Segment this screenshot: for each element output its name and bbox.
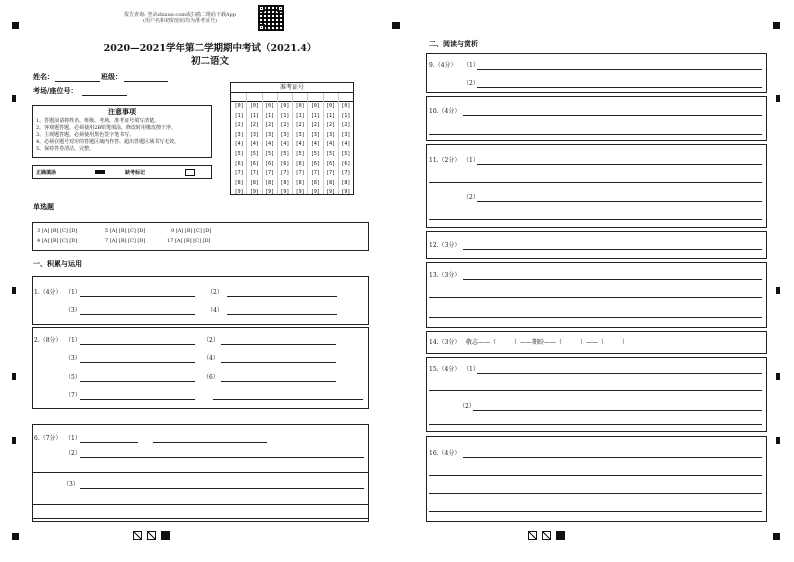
q6-answer-line[interactable] <box>33 472 368 473</box>
q9-answer-line[interactable] <box>477 69 762 70</box>
q16-answer-line[interactable] <box>429 511 762 512</box>
exam-id-digit-bubble[interactable]: [9] <box>295 189 305 196</box>
q10-label: 10.（4分） <box>429 108 461 115</box>
notes-title: 注意事项 <box>108 107 136 116</box>
exam-id-digit-bubble[interactable]: [6] <box>326 160 336 167</box>
page-mark <box>528 531 537 540</box>
edge-mark <box>12 437 16 444</box>
edge-mark <box>12 373 16 380</box>
exam-id-digit-bubble[interactable]: [6] <box>249 160 259 167</box>
q14-text: 敬志——（ ）——期盼——（ ）——（ ） <box>466 339 629 346</box>
exam-id-digit-bubble[interactable]: [3] <box>265 131 275 138</box>
exam-id-column <box>233 102 245 198</box>
q15-answer-line[interactable] <box>429 390 762 391</box>
section2-title: 二、阅读与赏析 <box>429 39 478 48</box>
q11-label: 11.（2分） <box>429 157 461 164</box>
exam-id-digit-bubble[interactable]: [1] <box>265 112 275 119</box>
q6-answer-line[interactable] <box>80 442 138 443</box>
q6-answer-line[interactable] <box>80 457 364 458</box>
q11-sub2: （2） <box>463 194 479 201</box>
mc-box <box>32 222 369 251</box>
q1-sub2: （2） <box>207 289 223 296</box>
q16-label: 16.（4分） <box>429 450 461 457</box>
q1-label: 1.（4分） <box>34 289 62 296</box>
q2-sub1: （1） <box>65 337 81 344</box>
exam-id-digit-bubble[interactable]: [5] <box>326 150 336 157</box>
notes-item: 1、答题前请将姓名、班级、考场、准考证号填写清楚。 <box>36 118 160 124</box>
page-mark <box>556 531 565 540</box>
corner-mark-br <box>773 533 780 540</box>
q2-box <box>32 327 369 409</box>
exam-id-digit-bubble[interactable]: [9] <box>280 189 290 196</box>
correct-fill-label: 正确填涂 <box>36 170 57 176</box>
exam-id-digit-bubble[interactable]: [5] <box>310 150 320 157</box>
q15-box <box>426 357 767 432</box>
notes-item: 4、必须在题号对应的答题区域内作答，超出答题区域书写无效。 <box>36 139 180 145</box>
corner-mark-tl <box>12 22 19 29</box>
q14-box <box>426 331 767 354</box>
page-mark <box>542 531 551 540</box>
q16-answer-line[interactable] <box>429 493 762 494</box>
exam-id-digit-bubble[interactable]: [0] <box>280 103 290 109</box>
q13-answer-line[interactable] <box>429 317 762 318</box>
q2-answer-line[interactable] <box>221 362 336 363</box>
mc-item[interactable]: 7 [A] [B] [C] [D] <box>105 238 146 244</box>
q10-box <box>426 96 767 141</box>
edge-mark <box>12 95 16 102</box>
mc-title: 单选题 <box>33 202 54 211</box>
exam-id-digit-bubble[interactable]: [5] <box>234 150 244 157</box>
exam-id-digit-bubble[interactable]: [4] <box>295 141 305 148</box>
q6-sub2: （2） <box>65 450 81 457</box>
edge-mark <box>776 95 780 102</box>
exam-id-digit-bubble[interactable]: [3] <box>341 131 351 138</box>
exam-id-column <box>309 102 321 198</box>
q2-answer-line[interactable] <box>80 344 195 345</box>
q2-answer-line[interactable] <box>221 344 336 345</box>
q15-label: 15.（4分） <box>429 366 461 373</box>
q14-label: 14.（3分） <box>429 339 461 346</box>
q9-box <box>426 53 767 93</box>
qr-code-icon <box>258 5 284 31</box>
exam-id-digit-bubble[interactable]: [4] <box>310 141 320 148</box>
q10-answer-line[interactable] <box>463 115 762 116</box>
exam-id-digit-bubble[interactable]: [1] <box>310 112 320 119</box>
name-label: 姓名： <box>33 72 54 81</box>
exam-id-digit-bubble[interactable]: [2] <box>341 122 351 129</box>
exam-id-digit-bubble[interactable]: [7] <box>295 170 305 177</box>
q15-answer-line[interactable] <box>477 373 762 374</box>
exam-id-column <box>325 102 337 198</box>
class-label: 班级： <box>101 72 122 81</box>
q1-sub3: （3） <box>65 307 81 314</box>
edge-mark <box>776 437 780 444</box>
q2-sub3: （3） <box>65 355 81 362</box>
mc-item[interactable]: 17 [A] [B] [C] [D] <box>167 238 211 244</box>
edge-mark <box>776 287 780 294</box>
missing-mark-checkbox[interactable] <box>185 169 195 176</box>
report-notice-line2: (用户名和初始密码均为准考证号) <box>143 18 217 24</box>
page-mark <box>133 531 142 540</box>
exam-id-digit-bubble[interactable]: [7] <box>310 170 320 177</box>
q2-sub7: （7） <box>65 392 81 399</box>
exam-id-digit-bubble[interactable]: [4] <box>265 141 275 148</box>
section1-title: 一、积累与运用 <box>33 259 82 268</box>
seat-label: 考场/座位号： <box>33 86 78 95</box>
edge-mark <box>776 373 780 380</box>
exam-id-digit-bubble[interactable]: [8] <box>234 179 244 186</box>
q6-label: 6.（7分） <box>34 435 62 442</box>
notes-item: 2、客观题答题，必须使用2B铅笔填涂，修改时用橡皮擦干净。 <box>36 125 177 131</box>
exam-id-digit-bubble[interactable]: [8] <box>249 179 259 186</box>
exam-id-digit-bubble[interactable]: [8] <box>310 179 320 186</box>
exam-id-digit-bubble[interactable]: [6] <box>310 160 320 167</box>
exam-id-digit-bubble[interactable]: [0] <box>265 103 275 109</box>
q11-answer-line[interactable] <box>429 219 762 220</box>
exam-id-digit-bubble[interactable]: [7] <box>326 170 336 177</box>
q1-sub1: （1） <box>65 289 81 296</box>
q15-sub2: （2） <box>459 403 475 410</box>
q9-label: 9.（4分） <box>429 62 457 69</box>
exam-id-column <box>294 102 306 198</box>
exam-id-column-divider <box>338 93 339 194</box>
mc-item[interactable]: 3 [A] [B] [C] [D] <box>37 228 78 234</box>
exam-id-digit-bubble[interactable]: [2] <box>265 122 275 129</box>
exam-id-digit-bubble[interactable]: [5] <box>249 150 259 157</box>
q15-answer-line[interactable] <box>429 424 762 425</box>
q16-answer-line[interactable] <box>429 475 762 476</box>
exam-id-digit-bubble[interactable]: [3] <box>295 131 305 138</box>
q1-answer-line[interactable] <box>80 296 195 297</box>
q1-answer-line[interactable] <box>227 314 337 315</box>
q1-box <box>32 276 369 325</box>
q6-answer-line[interactable] <box>33 504 368 505</box>
exam-id-digit-bubble[interactable]: [1] <box>295 112 305 119</box>
exam-id-column <box>248 102 260 198</box>
notes-item: 3、主观题答题，必须使用黑色签字笔书写。 <box>36 132 135 138</box>
exam-id-digit-bubble[interactable]: [3] <box>280 131 290 138</box>
exam-id-digit-bubble[interactable]: [1] <box>234 112 244 119</box>
correct-fill-sample <box>95 170 105 174</box>
exam-id-digit-bubble[interactable]: [9] <box>265 189 275 196</box>
exam-id-digit-bubble[interactable]: [5] <box>265 150 275 157</box>
exam-id-digit-bubble[interactable]: [1] <box>341 112 351 119</box>
q12-answer-line[interactable] <box>463 249 762 250</box>
edge-mark <box>12 287 16 294</box>
q13-label: 13.（3分） <box>429 272 461 279</box>
mc-item[interactable]: 4 [A] [B] [C] [D] <box>37 238 78 244</box>
q2-answer-line[interactable] <box>221 381 336 382</box>
q9-answer-line[interactable] <box>477 87 762 88</box>
exam-id-digit-bubble[interactable]: [0] <box>341 103 351 109</box>
exam-id-digit-bubble[interactable]: [9] <box>234 189 244 196</box>
mc-item[interactable]: 5 [A] [B] [C] [D] <box>105 228 146 234</box>
exam-id-digit-bubble[interactable]: [4] <box>280 141 290 148</box>
exam-id-digit-bubble[interactable]: [2] <box>280 122 290 129</box>
seat-field[interactable] <box>82 95 127 96</box>
name-field[interactable] <box>55 81 100 82</box>
mc-item[interactable]: 9 [A] [B] [C] [D] <box>171 228 212 234</box>
q12-box <box>426 231 767 259</box>
exam-id-digit-bubble[interactable]: [4] <box>341 141 351 148</box>
exam-id-digit-bubble[interactable]: [9] <box>249 189 259 196</box>
q2-answer-line[interactable] <box>80 381 195 382</box>
exam-id-digit-bubble[interactable]: [7] <box>249 170 259 177</box>
exam-id-digit-bubble[interactable]: [1] <box>280 112 290 119</box>
exam-id-column <box>264 102 276 198</box>
exam-id-column-divider <box>277 93 278 194</box>
exam-id-column <box>340 102 352 198</box>
exam-id-digit-bubble[interactable]: [6] <box>341 160 351 167</box>
q2-sub6: （6） <box>203 374 219 381</box>
q13-answer-line[interactable] <box>429 297 762 298</box>
exam-id-digit-bubble[interactable]: [4] <box>326 141 336 148</box>
exam-id-digit-bubble[interactable]: [0] <box>249 103 259 109</box>
q16-answer-line[interactable] <box>463 457 762 458</box>
exam-id-digit-bubble[interactable]: [6] <box>280 160 290 167</box>
q2-sub5: （5） <box>65 374 81 381</box>
exam-id-column-divider <box>292 93 293 194</box>
exam-id-digit-bubble[interactable]: [3] <box>310 131 320 138</box>
exam-id-column-divider <box>323 93 324 194</box>
class-field[interactable] <box>124 81 168 82</box>
exam-id-box <box>230 82 354 195</box>
exam-id-digit-bubble[interactable]: [7] <box>234 170 244 177</box>
exam-id-digit-bubble[interactable]: [5] <box>295 150 305 157</box>
q11-box <box>426 144 767 228</box>
exam-id-column-divider <box>246 93 247 194</box>
notes-box <box>32 105 212 158</box>
corner-mark-tr <box>773 22 780 29</box>
missing-mark-label: 缺考标记 <box>125 170 146 176</box>
page-title: 2020—2021学年第二学期期中考试（2021.4） <box>103 43 317 54</box>
exam-id-digit-bubble[interactable]: [6] <box>295 160 305 167</box>
exam-id-digit-bubble[interactable]: [0] <box>234 103 244 109</box>
exam-id-column-divider <box>307 93 308 194</box>
exam-id-digit-bubble[interactable]: [5] <box>280 150 290 157</box>
q16-box <box>426 436 767 522</box>
exam-id-digit-bubble[interactable]: [2] <box>295 122 305 129</box>
exam-id-digit-bubble[interactable]: [3] <box>249 131 259 138</box>
q9-sub1: （1） <box>463 62 479 69</box>
exam-id-column-divider <box>262 93 263 194</box>
exam-id-digit-bubble[interactable]: [7] <box>280 170 290 177</box>
q13-box <box>426 262 767 328</box>
q10-answer-line[interactable] <box>429 134 762 135</box>
exam-id-digit-bubble[interactable]: [8] <box>265 179 275 186</box>
exam-id-digit-bubble[interactable]: [2] <box>326 122 336 129</box>
q6-answer-line[interactable] <box>80 488 364 489</box>
q12-label: 12.（3分） <box>429 242 461 249</box>
q6-answer-line[interactable] <box>153 442 267 443</box>
q1-sub4: （4） <box>207 307 223 314</box>
page-mark <box>147 531 156 540</box>
report-notice-line1: 报告查询: 登录zhixue.com或扫描二维码下载App <box>124 12 236 18</box>
fill-example-box <box>32 165 212 179</box>
report-notice <box>100 12 260 24</box>
exam-id-digit-bubble[interactable]: [5] <box>341 150 351 157</box>
exam-id-digit-bubble[interactable]: [0] <box>310 103 320 109</box>
exam-id-digit-bubble[interactable]: [0] <box>326 103 336 109</box>
exam-id-digit-bubble[interactable]: [7] <box>341 170 351 177</box>
exam-id-digit-bubble[interactable]: [2] <box>249 122 259 129</box>
q2-sub2: （2） <box>203 337 219 344</box>
q2-answer-line[interactable] <box>213 399 363 400</box>
q9-sub2: （2） <box>463 80 479 87</box>
exam-id-digit-bubble[interactable]: [3] <box>234 131 244 138</box>
q1-answer-line[interactable] <box>80 314 195 315</box>
exam-id-digit-bubble[interactable]: [0] <box>295 103 305 109</box>
exam-id-digit-bubble[interactable]: [8] <box>341 179 351 186</box>
exam-id-grid <box>231 102 353 194</box>
exam-id-digit-bubble[interactable]: [9] <box>326 189 336 196</box>
q2-label: 2.（8分） <box>34 337 62 344</box>
q13-answer-line[interactable] <box>463 279 762 280</box>
exam-id-column <box>279 102 291 198</box>
corner-mark-bl <box>12 533 19 540</box>
q11-answer-line[interactable] <box>477 201 762 202</box>
q11-answer-line[interactable] <box>477 164 762 165</box>
exam-id-label: 准考证号 <box>279 84 304 91</box>
q15-answer-line[interactable] <box>473 410 762 411</box>
q2-answer-line[interactable] <box>80 362 195 363</box>
q11-answer-line[interactable] <box>429 182 762 183</box>
q6-box <box>32 424 369 522</box>
exam-id-digit-bubble[interactable]: [1] <box>249 112 259 119</box>
q6-sub3: （3） <box>63 481 79 488</box>
page-mark <box>161 531 170 540</box>
q6-answer-line[interactable] <box>33 518 368 519</box>
q6-sub1: （1） <box>65 435 81 442</box>
q1-answer-line[interactable] <box>227 296 337 297</box>
center-mark <box>392 22 400 29</box>
exam-id-digit-bubble[interactable]: [6] <box>265 160 275 167</box>
exam-id-digit-bubble[interactable]: [3] <box>326 131 336 138</box>
page-subtitle: 初二语文 <box>190 56 229 67</box>
exam-id-digit-bubble[interactable]: [9] <box>310 189 320 196</box>
exam-id-digit-bubble[interactable]: [2] <box>234 122 244 129</box>
exam-id-digit-bubble[interactable]: [7] <box>265 170 275 177</box>
notes-item: 5、保持答卷清洁、完整。 <box>36 146 95 152</box>
q2-sub4: （4） <box>203 355 219 362</box>
exam-id-digit-bubble[interactable]: [4] <box>249 141 259 148</box>
exam-id-digit-bubble[interactable]: [8] <box>295 179 305 186</box>
exam-id-digit-bubble[interactable]: [6] <box>234 160 244 167</box>
q11-sub1: （1） <box>463 157 479 164</box>
exam-id-digit-bubble[interactable]: [2] <box>310 122 320 129</box>
exam-id-digit-bubble[interactable]: [9] <box>341 189 351 196</box>
exam-id-digit-bubble[interactable]: [4] <box>234 141 244 148</box>
q2-answer-line[interactable] <box>80 399 195 400</box>
exam-id-digit-bubble[interactable]: [8] <box>326 179 336 186</box>
exam-id-digit-bubble[interactable]: [8] <box>280 179 290 186</box>
q15-sub1: （1） <box>463 366 479 373</box>
exam-id-digit-bubble[interactable]: [1] <box>326 112 336 119</box>
